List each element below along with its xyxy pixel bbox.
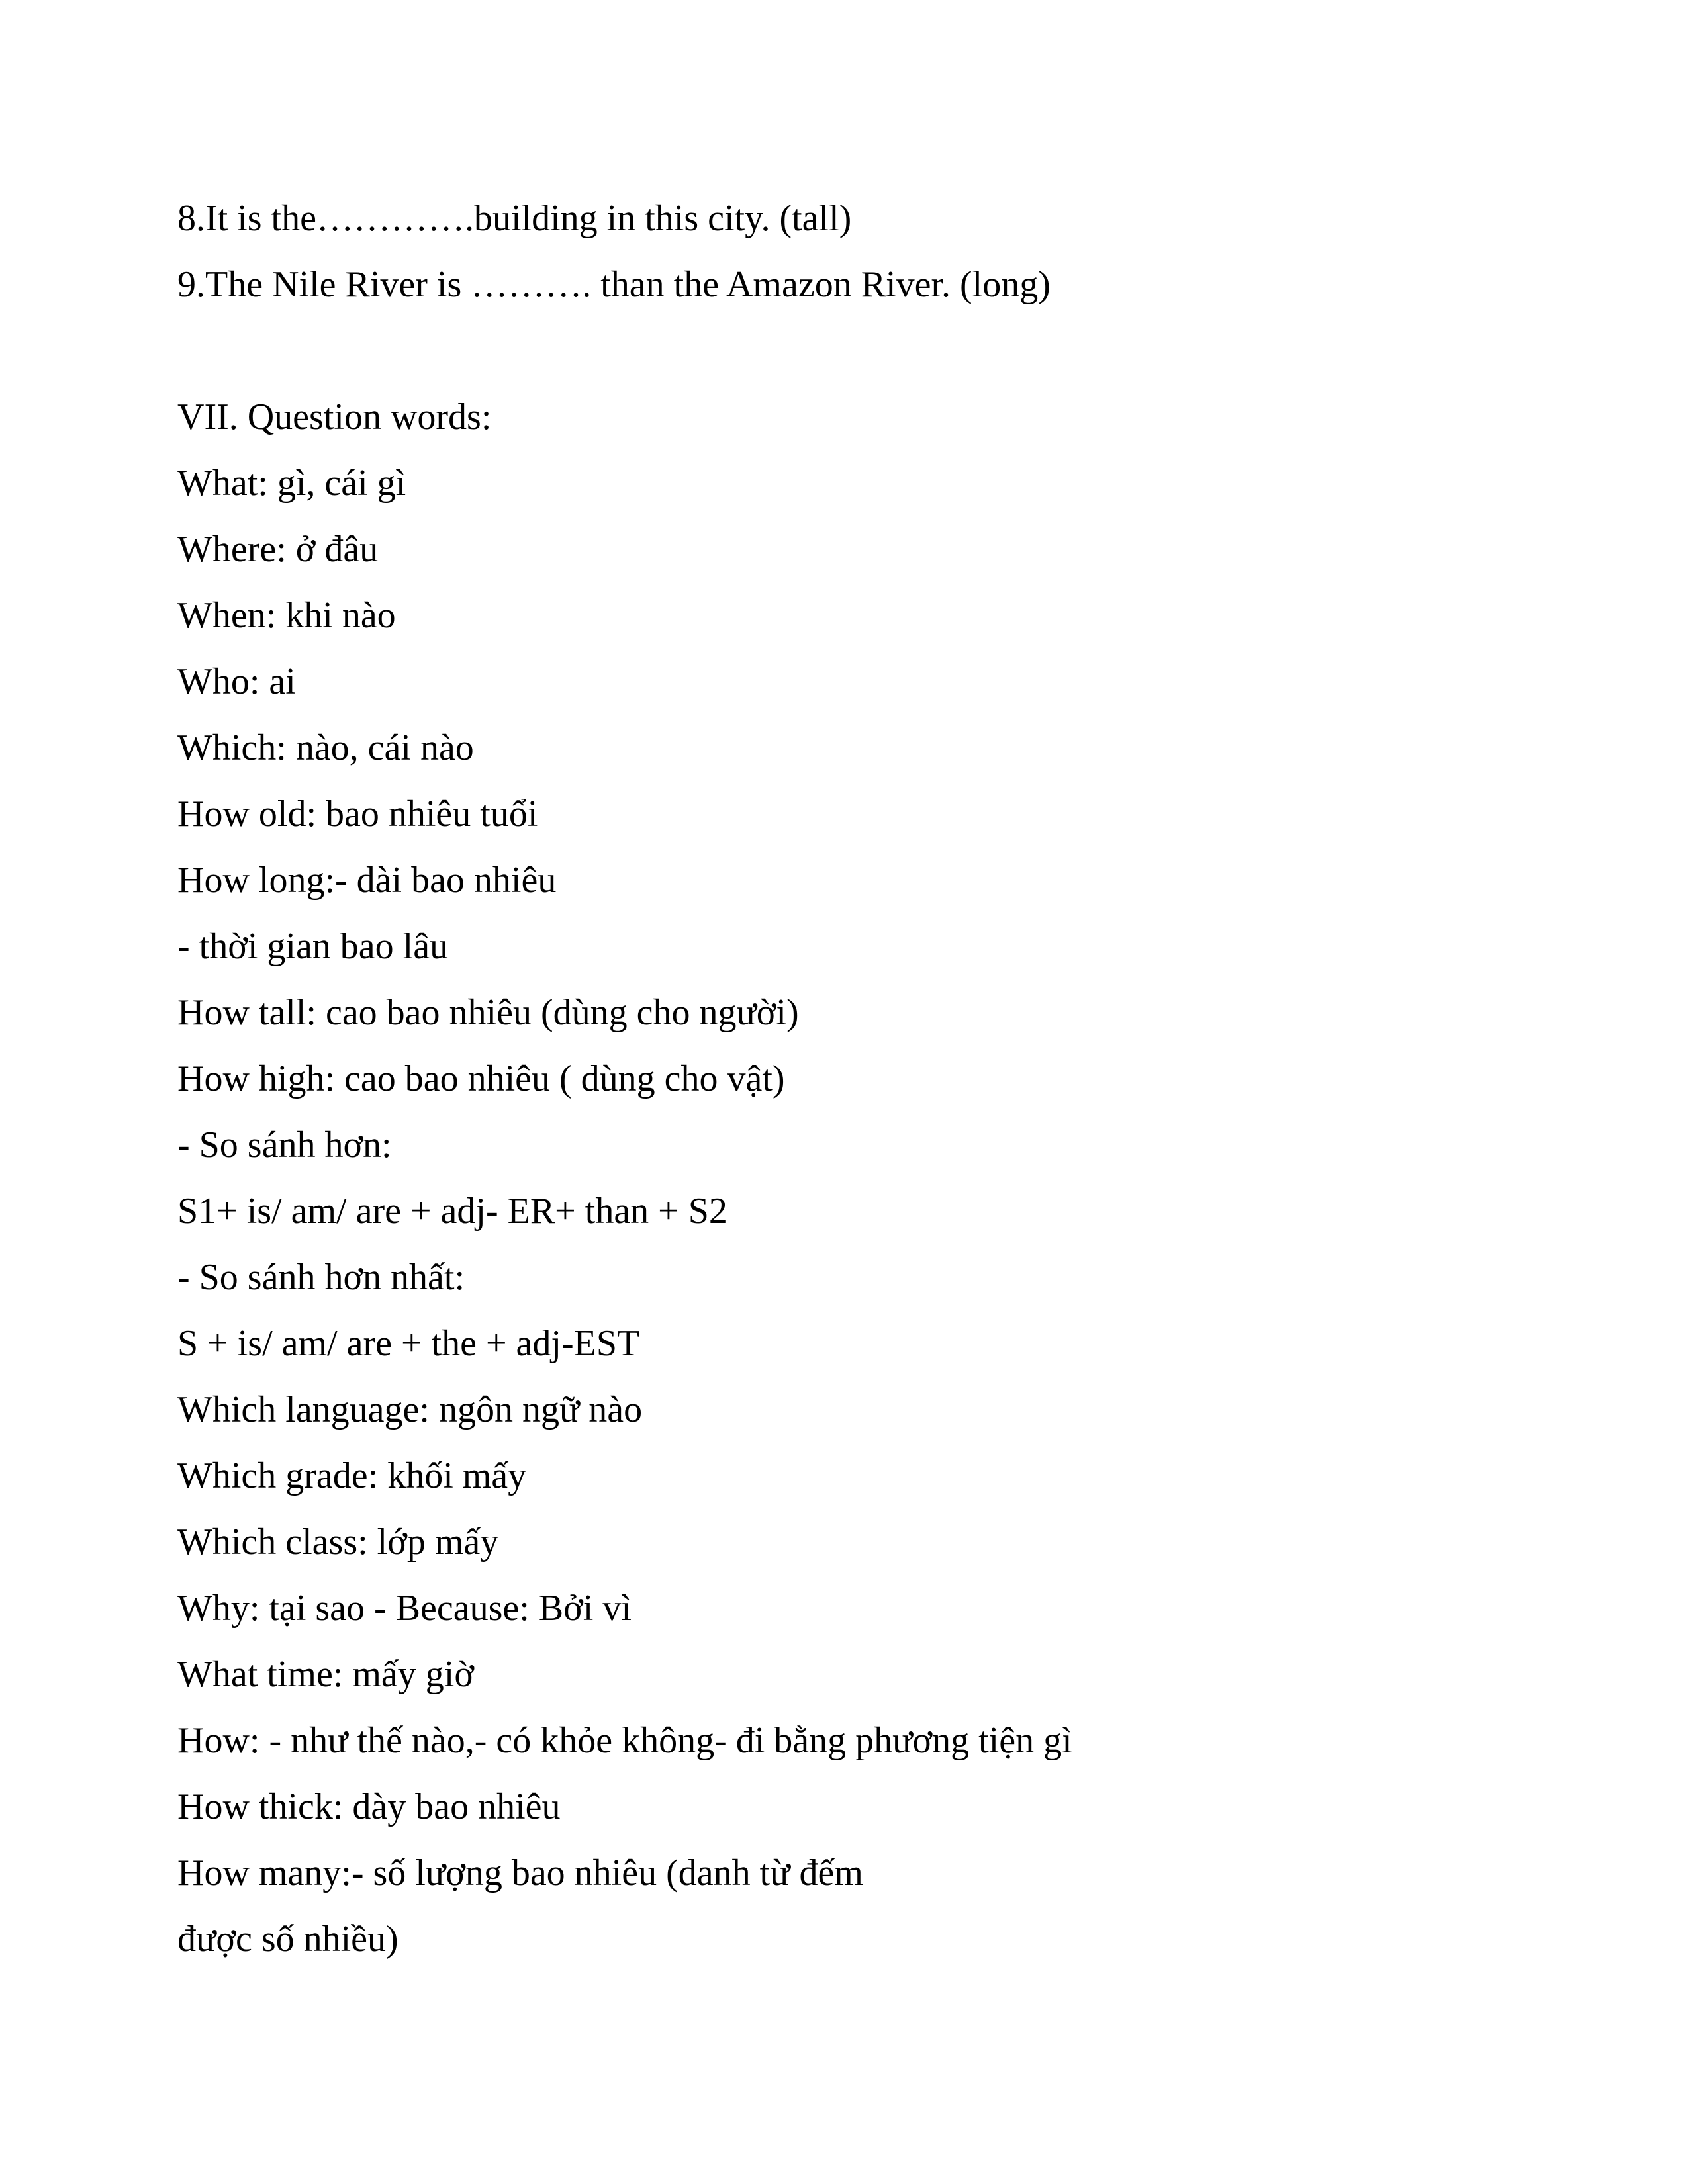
text-line-superlative-label: - So sánh hơn nhất:	[177, 1257, 465, 1298]
text-line-how-high: How high: cao bao nhiêu ( dùng cho vật)	[177, 1058, 785, 1099]
text-line-superlative-formula: S + is/ am/ are + the + adj-EST	[177, 1323, 640, 1364]
text-line-how: How: - như thế nào,- có khỏe không- đi bằng phương tiện gì	[177, 1720, 1072, 1761]
text-line-how-long: How long:- dài bao nhiêu	[177, 860, 557, 901]
text-line-how-tall: How tall: cao bao nhiêu (dùng cho người)	[177, 992, 799, 1033]
text-line-how-many-cont: được số nhiều)	[177, 1919, 399, 1960]
text-line-where: Where: ở đâu	[177, 529, 379, 570]
text-line-when: When: khi nào	[177, 595, 396, 636]
text-line-which-grade: Which grade: khối mấy	[177, 1455, 527, 1496]
text-line-how-old: How old: bao nhiêu tuổi	[177, 794, 538, 835]
text-line-who: Who: ai	[177, 661, 296, 702]
text-line-exercise-9: 9.The Nile River is ………. than the Amazon River. (long)	[177, 264, 1051, 305]
text-line-how-many: How many:- số lượng bao nhiêu (danh từ đếm	[177, 1852, 863, 1893]
document-text-block	[177, 185, 1554, 1972]
text-line-how-thick: How thick: dày bao nhiêu	[177, 1786, 561, 1827]
text-line-which-class: Which class: lớp mấy	[177, 1522, 499, 1563]
text-line-comparative-label: - So sánh hơn:	[177, 1124, 392, 1165]
text-line-comparative-formula: S1+ is/ am/ are + adj- ER+ than + S2	[177, 1191, 727, 1232]
text-line-which-language: Which language: ngôn ngữ nào	[177, 1389, 643, 1430]
text-line-blank	[177, 318, 1554, 384]
section-heading-question-words: VII. Question words:	[177, 396, 492, 437]
text-line-what: What: gì, cái gì	[177, 463, 406, 504]
text-line-which: Which: nào, cái nào	[177, 727, 474, 768]
text-line-how-long-cont: - thời gian bao lâu	[177, 926, 449, 967]
text-line-what-time: What time: mấy giờ	[177, 1654, 474, 1695]
text-line-why: Why: tại sao - Because: Bởi vì	[177, 1588, 632, 1629]
text-line-exercise-8: 8.It is the………….building in this city. (tall)	[177, 198, 852, 239]
